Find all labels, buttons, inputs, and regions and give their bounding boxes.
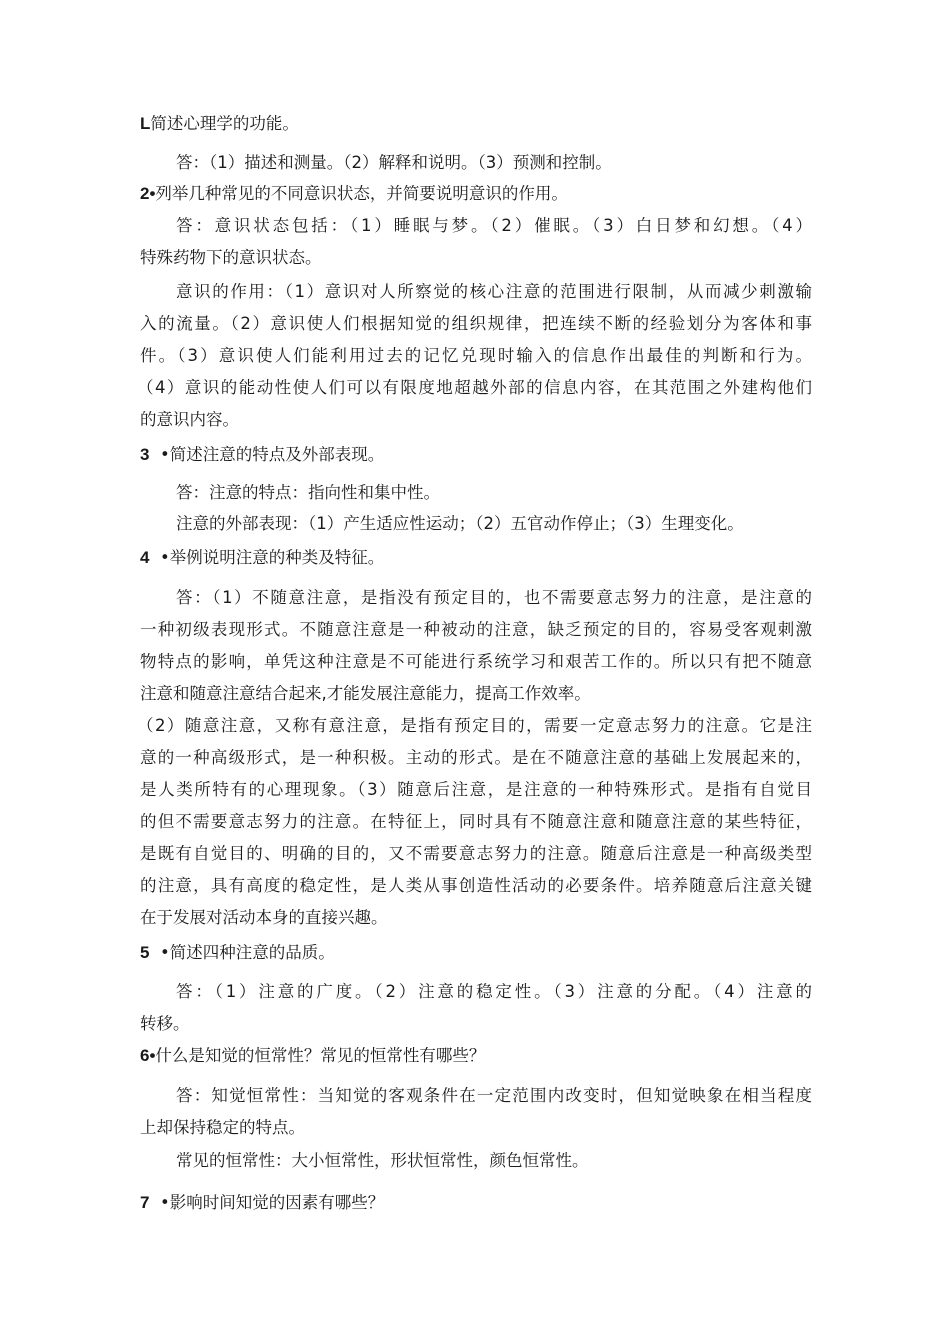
answer-2-line: 意识的作用：（1）意识对人所察觉的核心注意的范围进行限制，从而减少刺激输 <box>176 282 812 301</box>
question-number: 6• <box>140 1046 156 1065</box>
question-number: L <box>140 114 151 133</box>
answer-6-line: 上却保持稳定的特点。 <box>140 1118 305 1137</box>
answer-2-line: 答：意识状态包括：（1）睡眠与梦。（2）催眠。（3）白日梦和幻想。（4） <box>176 216 812 235</box>
answer-4-line: 是既有自觉目的、明确的目的，又不需要意志努力的注意。随意后注意是一种高级类型 <box>140 844 812 863</box>
question-title: 简述心理学的功能。 <box>150 114 299 133</box>
answer-4-line: 答：（1）不随意注意，是指没有预定目的，也不需要意志努力的注意，是注意的 <box>176 588 812 607</box>
answer-6-line: 常见的恒常性：大小恒常性，形状恒常性，颜色恒常性。 <box>176 1151 589 1170</box>
question-number: 2• <box>140 184 156 203</box>
answer-3-line: 答：注意的特点：指向性和集中性。 <box>176 483 440 502</box>
answer-4-line: 的注意，具有高度的稳定性，是人类从事创造性活动的必要条件。培养随意后注意关键 <box>140 876 812 895</box>
question-number: 4 <box>140 548 150 567</box>
question-2 <box>140 184 568 204</box>
question-6 <box>140 1046 485 1066</box>
answer-4-line: 一种初级表现形式。不随意注意是一种被动的注意，缺乏预定的目的，容易受客观刺激 <box>140 620 812 639</box>
question-number: 5 <box>140 943 150 962</box>
question-title: •举例说明注意的种类及特征。 <box>159 548 385 567</box>
answer-6-line: 答：知觉恒常性：当知觉的客观条件在一定范围内改变时，但知觉映象在相当程度 <box>176 1086 812 1105</box>
answer-5-line: 转移。 <box>140 1014 190 1033</box>
answer-4-line: 意的一种高级形式，是一种积极。主动的形式。是在不随意注意的基础上发展起来的， <box>140 748 812 767</box>
answer-2-line: 件。（3）意识使人们能利用过去的记忆兑现时输入的信息作出最佳的判断和行为。 <box>140 346 812 365</box>
answer-4-line: 物特点的影响，单凭这种注意是不可能进行系统学习和艰苦工作的。所以只有把不随意 <box>140 652 812 671</box>
question-3 <box>140 445 384 465</box>
answer-4-line: 注意和随意注意结合起来,才能发展注意能力，提高工作效率。 <box>140 684 591 703</box>
answer-2-line: 的意识内容。 <box>140 410 239 429</box>
answer-4-line: 的但不需要意志努力的注意。在特征上，同时具有不随意注意和随意注意的某些特征， <box>140 812 812 831</box>
answer-2-line: 特殊药物下的意识状态。 <box>140 248 322 267</box>
answer-2-line: 入的流量。（2）意识使人们根据知觉的组织规律，把连续不断的经验划分为客体和事 <box>140 314 812 333</box>
question-number: 7 <box>140 1193 150 1212</box>
question-5 <box>140 943 335 963</box>
question-title: •简述四种注意的品质。 <box>159 943 335 962</box>
answer-4-line: 在于发展对活动本身的直接兴趣。 <box>140 908 388 927</box>
question-number: 3 <box>140 445 150 464</box>
answer-4-line: 是人类所特有的心理现象。（3）随意后注意，是注意的一种特殊形式。是指有自觉目 <box>140 780 812 799</box>
question-title: •影响时间知觉的因素有哪些？ <box>159 1193 385 1212</box>
answer-2-line: （4）意识的能动性使人们可以有限度地超越外部的信息内容，在其范围之外建构他们 <box>137 378 812 397</box>
answer-3-line: 注意的外部表现：（1）产生适应性运动；（2）五官动作停止；（3）生理变化。 <box>176 514 744 533</box>
answer-5-line: 答：（1）注意的广度。（2）注意的稳定性。（3）注意的分配。（4）注意的 <box>176 982 812 1001</box>
question-title: 列举几种常见的不同意识状态，并简要说明意识的作用。 <box>155 184 568 203</box>
answer-4-line: （2）随意注意，又称有意注意，是指有预定目的，需要一定意志努力的注意。它是注 <box>137 716 812 735</box>
question-title: •简述注意的特点及外部表现。 <box>159 445 385 464</box>
question-title: 什么是知觉的恒常性？常见的恒常性有哪些？ <box>155 1046 486 1065</box>
question-1 <box>140 114 299 134</box>
question-4 <box>140 548 384 568</box>
question-7 <box>140 1193 384 1213</box>
answer-1: 答：（1）描述和测量。（2）解释和说明。（3）预测和控制。 <box>176 153 612 172</box>
